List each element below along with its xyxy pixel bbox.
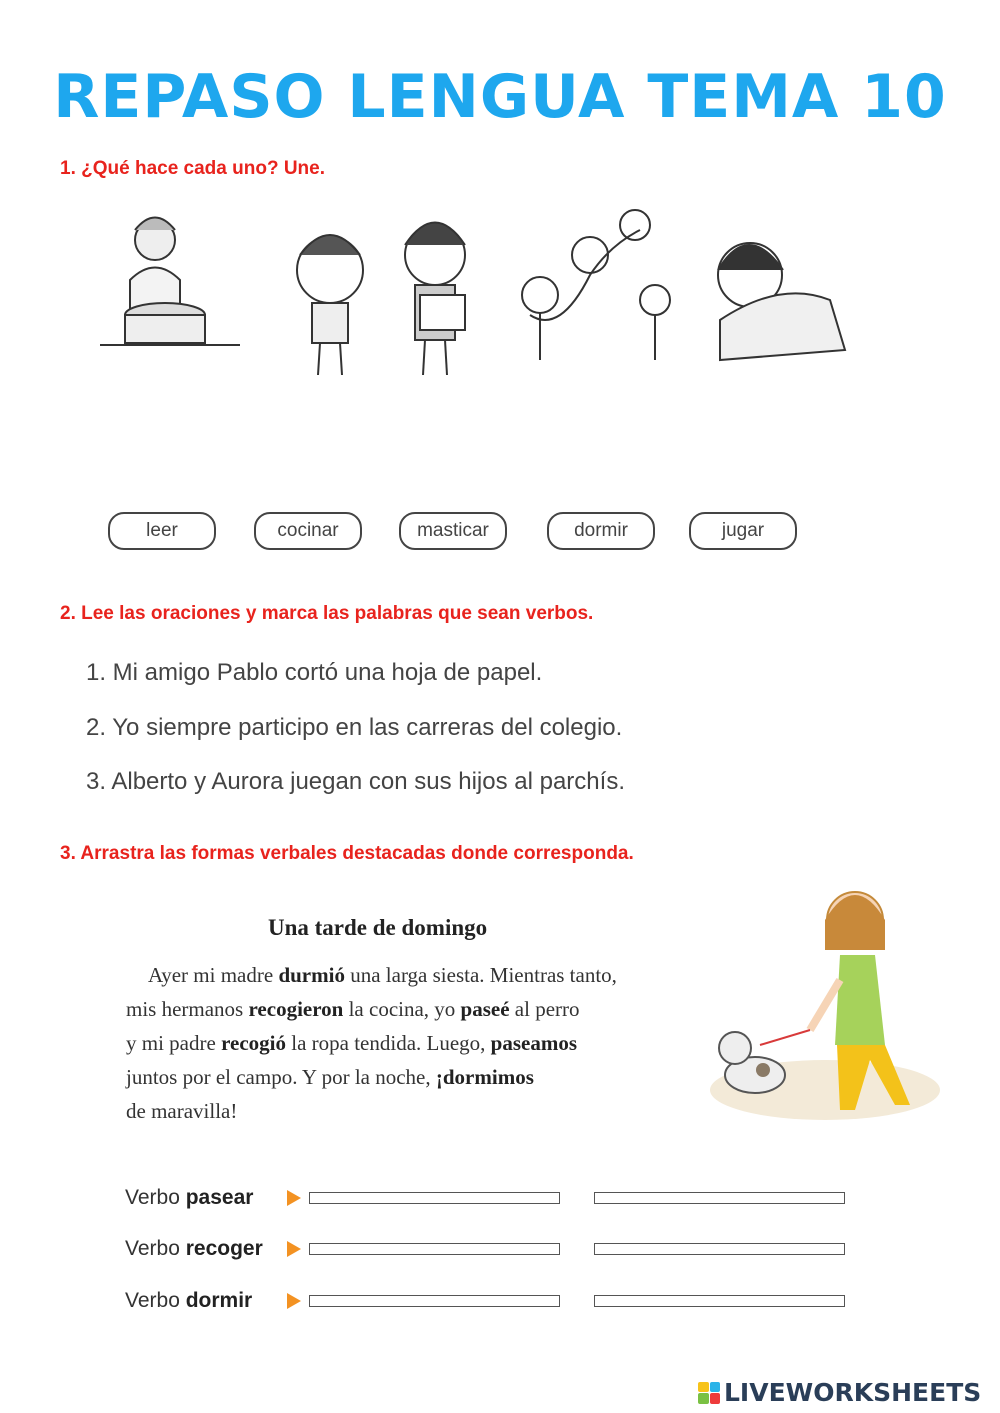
instruction-2: 2. Lee las oraciones y marca las palabras que sean verbos. (60, 603, 594, 624)
drop-slot[interactable] (594, 1192, 845, 1204)
arrow-icon (287, 1241, 301, 1257)
highlighted-verb: ¡dormimos (435, 1065, 534, 1089)
verb-row-pasear: Verbo pasear (125, 1186, 254, 1209)
logo-text: LIVEWORKSHEETS (724, 1378, 982, 1407)
word-chip[interactable]: dormir (547, 512, 655, 550)
chewing-kid-figure (297, 235, 363, 375)
instruction-1: 1. ¿Qué hace cada uno? Une. (60, 158, 326, 179)
liveworksheets-logo (698, 1378, 981, 1407)
worksheet-title: REPASO LENGUA TEMA 10 (53, 62, 947, 132)
playing-kids-figure (522, 210, 670, 360)
word-chip[interactable]: cocinar (254, 512, 362, 550)
highlighted-verb: recogió (221, 1031, 286, 1055)
arrow-icon (287, 1293, 301, 1309)
story-title: Una tarde de domingo (268, 915, 488, 940)
reading-kid-figure (405, 223, 465, 376)
drop-slot[interactable] (309, 1243, 560, 1255)
logo-icon (698, 1382, 720, 1404)
highlighted-verb: recogieron (248, 997, 344, 1021)
sentence-2[interactable]: 2. Yo siempre participo en las carreras del colegio. (86, 714, 623, 741)
highlighted-verb: paseé (460, 997, 510, 1021)
word-chip[interactable]: jugar (689, 512, 797, 550)
word-chip[interactable]: masticar (399, 512, 507, 550)
sentence-1[interactable]: 1. Mi amigo Pablo cortó una hoja de papel. (86, 659, 543, 686)
highlighted-verb: paseamos (490, 1031, 578, 1055)
drop-slot[interactable] (594, 1243, 845, 1255)
word-chip[interactable]: leer (108, 512, 216, 550)
verb-row-recoger: Verbo recoger (125, 1237, 263, 1260)
story-text: Ayer mi madre durmió una larga siesta. Mientras tanto, mis hermanos recogieron la cocina, yo paseé al perro y mi padre recogió la ropa tendida. Luego, paseamos juntos por el campo. Y por la noche, ¡dormimos de maravilla! (126, 963, 617, 1123)
verb-row-dormir: Verbo dormir (125, 1289, 253, 1312)
girl-walking-dog-illustration (705, 880, 945, 1130)
drop-slot[interactable] (594, 1295, 845, 1307)
drop-slot[interactable] (309, 1192, 560, 1204)
activities-illustration (90, 200, 850, 390)
cook-figure (100, 218, 240, 346)
sentence-3[interactable]: 3. Alberto y Aurora juegan con sus hijos al parchís. (86, 768, 625, 795)
instruction-3: 3. Arrastra las formas verbales destacadas donde corresponda. (60, 843, 634, 864)
arrow-icon (287, 1190, 301, 1206)
sleeping-kid-figure (718, 243, 845, 360)
drop-slot[interactable] (309, 1295, 560, 1307)
highlighted-verb: durmió (278, 963, 345, 987)
